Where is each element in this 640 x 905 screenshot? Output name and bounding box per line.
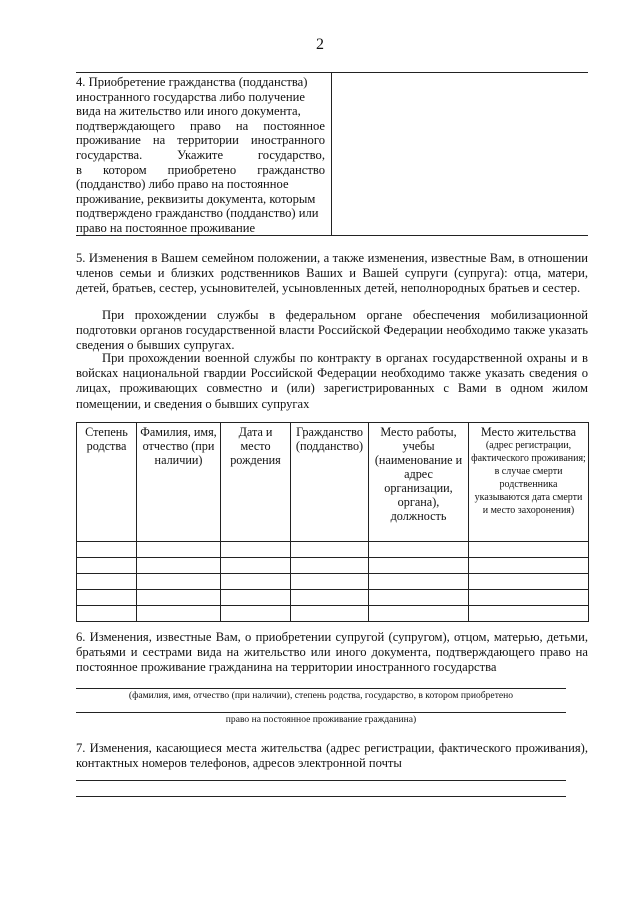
table-cell[interactable] (291, 606, 369, 622)
section-4-line: вида на жительство или иного документа, (76, 104, 301, 119)
table-cell[interactable] (369, 542, 469, 558)
table-row[interactable] (77, 574, 589, 590)
table-cell[interactable] (77, 558, 137, 574)
section-4-line: (подданство) либо право на постоянное (76, 177, 289, 192)
header-residence-note: (адрес регистрации, фактического проживания; в случае смерти родственника указываются дата смерти и место захоронения) (471, 440, 586, 516)
relatives-table (76, 422, 589, 622)
table-cell[interactable] (137, 558, 221, 574)
table-cell[interactable] (369, 606, 469, 622)
table-cell[interactable] (221, 606, 291, 622)
section-4-line: в котором приобретено гражданство (76, 162, 325, 177)
header-work: Место работы, учебы (наименование и адрес организации, органа), должность (369, 423, 469, 542)
header-full-name: Фамилия, имя, отчество (при наличии) (137, 423, 221, 542)
table-cell[interactable] (77, 574, 137, 590)
section-4-answer-divider (331, 73, 332, 235)
section-4-line: иностранного государства либо получение (76, 89, 305, 104)
table-cell[interactable] (221, 558, 291, 574)
table-cell[interactable] (77, 590, 137, 606)
table-cell[interactable] (221, 542, 291, 558)
table-row[interactable] (77, 542, 589, 558)
table-cell[interactable] (469, 574, 589, 590)
table-cell[interactable] (369, 590, 469, 606)
section-4-line: 4. Приобретение гражданства (подданства) (76, 75, 308, 89)
table-cell[interactable] (469, 558, 589, 574)
table-cell[interactable] (137, 574, 221, 590)
table-cell[interactable] (77, 606, 137, 622)
section-4-text (76, 75, 325, 236)
section-5-text: 5. Изменения в Вашем семейном положении, а также изменения, известные Вам, в отношении членов семьи и близких родственников Ваших и Вашей супруги (супруга): отца, матери, детей, братьев, сестер, усыновителей, усыновленных детей, неполнородных братьев и сестер. (76, 251, 588, 296)
table-cell[interactable] (369, 558, 469, 574)
section-6-caption: (фамилия, имя, отчество (при наличии), степень родства, государство, в котором приобретено (128, 690, 514, 701)
table-cell[interactable] (291, 590, 369, 606)
section-4-box (76, 72, 588, 236)
header-birth: Дата и место рождения (221, 423, 291, 542)
table-cell[interactable] (469, 590, 589, 606)
section-6-fill-line[interactable] (76, 712, 566, 713)
table-row[interactable] (77, 590, 589, 606)
table-cell[interactable] (137, 542, 221, 558)
section-4-line: подтверждающего право на постоянное (76, 118, 325, 133)
header-residence (469, 423, 589, 542)
header-citizenship: Гражданство (подданство) (291, 423, 369, 542)
table-cell[interactable] (137, 606, 221, 622)
table-cell[interactable] (77, 542, 137, 558)
table-cell[interactable] (469, 606, 589, 622)
section-7-fill-line[interactable] (76, 796, 566, 797)
section-4-line: проживание, реквизиты документа, которым (76, 191, 316, 206)
section-6-fill-line[interactable] (76, 688, 566, 689)
section-4-line: проживание на территории иностранного (76, 133, 325, 148)
table-row[interactable] (77, 558, 589, 574)
table-cell[interactable] (369, 574, 469, 590)
section-4-line: подтверждено гражданство (подданство) или (76, 206, 319, 221)
section-4-line: государства. Укажите государство, (76, 147, 325, 162)
section-7-text: 7. Изменения, касающиеся места жительства (адрес регистрации, фактического проживания), контактных номеров телефонов, адресов электронной почты (76, 741, 588, 771)
section-5-former-spouses-note: При прохождении службы в федеральном органе обеспечения мобилизационной подготовки органов государственной власти Российской Федерации необходимо также указать сведения о бывших супругах. (76, 308, 588, 353)
table-cell[interactable] (137, 590, 221, 606)
table-cell[interactable] (221, 590, 291, 606)
header-residence-title: Место жительства (480, 425, 577, 439)
table-cell[interactable] (291, 558, 369, 574)
header-relation: Степень родства (77, 423, 137, 542)
table-cell[interactable] (221, 574, 291, 590)
page-number: 2 (316, 36, 324, 53)
section-5-cohabitants-note: При прохождении военной службы по контракту в органах государственной охраны и в войсках национальной гвардии Российской Федерации необходимо также указать сведения о лицах, проживающих совместно и (или) зарегистрированных с Вами в одном жилом помещении, и сведения о бывших супругах (76, 351, 588, 411)
table-cell[interactable] (291, 542, 369, 558)
section-7-fill-line[interactable] (76, 780, 566, 781)
table-cell[interactable] (291, 574, 369, 590)
table-row[interactable] (77, 606, 589, 622)
table-cell[interactable] (469, 542, 589, 558)
section-4-line: право на постоянное проживание (76, 220, 256, 235)
section-6-caption: право на постоянное проживание гражданина) (225, 714, 417, 725)
section-6-text: 6. Изменения, известные Вам, о приобретении супругой (супругом), отцом, матерью, детьми, братьями и сестрами вида на жительство или иного документа, подтверждающего право на постоянное проживание гражданина на территории иностранного государства (76, 630, 588, 675)
